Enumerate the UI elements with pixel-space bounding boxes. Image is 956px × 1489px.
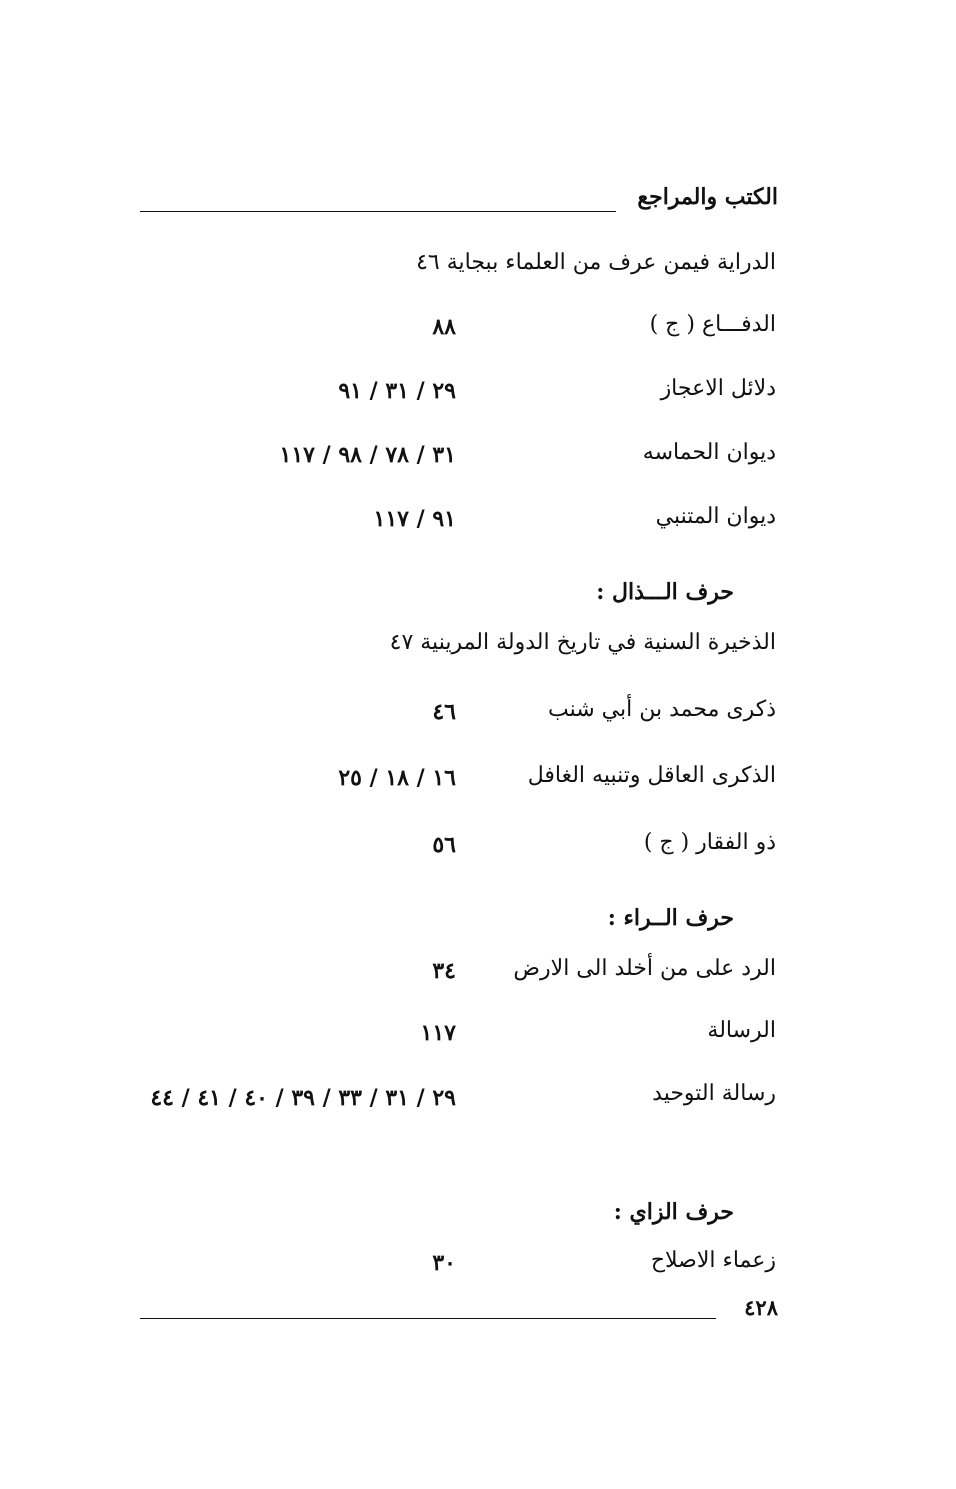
header-rule bbox=[140, 211, 616, 212]
entry-title: رسالة التوحيد bbox=[652, 1081, 776, 1106]
entry-title: زعماء الاصلاح bbox=[650, 1248, 776, 1273]
entry-pages: ٣٤ bbox=[432, 958, 456, 984]
entry-title: دلائل الاعجاز bbox=[660, 376, 776, 401]
entry-pages: ١١٧ bbox=[420, 1020, 456, 1046]
section-heading-dhal: حرف الـــذال : bbox=[596, 579, 734, 605]
entry-title: الرسالة bbox=[707, 1018, 776, 1043]
entry-pages: ٣١ / ٧٨ / ٩٨ / ١١٧ bbox=[279, 442, 456, 468]
entry-pages: ٢٩ / ٣١ / ٩١ bbox=[338, 378, 456, 404]
section-heading-ra: حرف الــراء : bbox=[607, 905, 734, 931]
footer-rule bbox=[140, 1318, 716, 1319]
entry-title: ذكرى محمد بن أبي شنب bbox=[548, 697, 776, 722]
entry-pages: ٨٨ bbox=[432, 314, 456, 340]
entry-pages: ٢٩ / ٣١ / ٣٣ / ٣٩ / ٤٠ / ٤١ / ٤٤ bbox=[150, 1085, 456, 1111]
entry-pages: ٥٦ bbox=[432, 832, 456, 858]
entry-title: الرد على من أخلد الى الارض bbox=[513, 956, 776, 981]
entry-title: الذكرى العاقل وتنبيه الغافل bbox=[527, 763, 776, 788]
entry-title: الذخيرة السنية في تاريخ الدولة المرينية ٤٧ bbox=[389, 630, 776, 655]
entry-title: ديوان الحماسه bbox=[642, 440, 776, 465]
page-number: ٤٢٨ bbox=[744, 1295, 778, 1320]
entry-pages: ٩١ / ١١٧ bbox=[373, 506, 456, 532]
entry-title: الدفـــاع ( ج ) bbox=[649, 312, 776, 337]
entry-pages: ٣٠ bbox=[432, 1250, 456, 1276]
entry-pages: ٤٦ bbox=[432, 699, 456, 725]
entry-title: الدراية فيمن عرف من العلماء ببجاية ٤٦ bbox=[416, 250, 776, 275]
entry-pages: ١٦ / ١٨ / ٢٥ bbox=[338, 765, 456, 791]
entry-title: ذو الفقار ( ج ) bbox=[643, 830, 776, 855]
section-heading-zay: حرف الزاي : bbox=[613, 1199, 734, 1225]
running-header-title: الكتب والمراجع bbox=[637, 184, 778, 210]
entry-title: ديوان المتنبي bbox=[655, 504, 776, 529]
